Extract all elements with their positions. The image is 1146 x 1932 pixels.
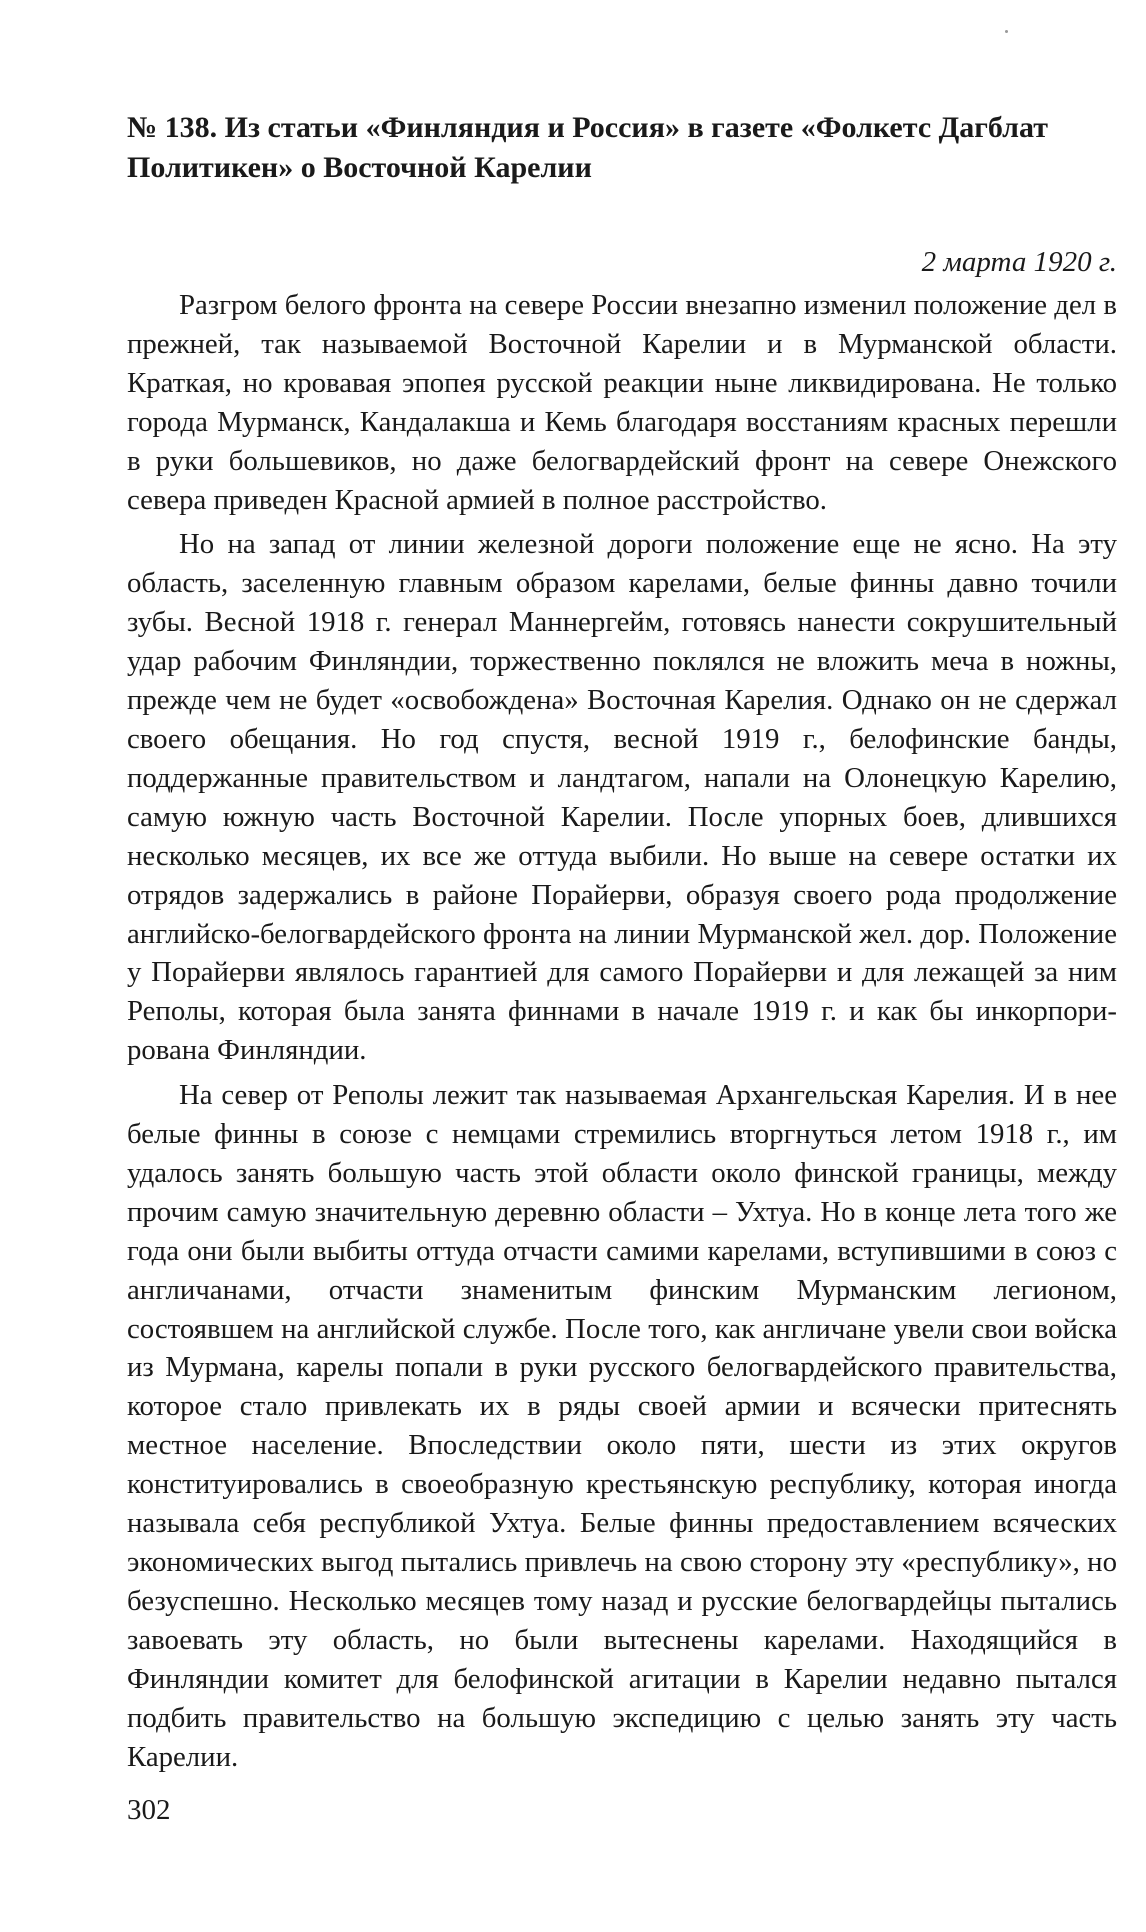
paragraph-1: Разгром белого фронта на севере России внезапно изменил положение дел в прежней, так называемой Восточной Карелии и в Мурманской области. Краткая, но кровавая эпопея русской реакции ныне ликвидирована. Не только города Мурманск, Кандалакша и Кемь благодаря восстаниям красных перешли в руки большевиков, но даже белогвардейский фронт на севере Онежского севера приведен Красной армией в полное расстройство. <box>127 289 1117 516</box>
document-page <box>127 108 1117 1782</box>
paragraph-2: Но на запад от линии железной дороги положение еще не ясно. На эту область, заселенную главным образом карелами, белые финны давно точили зубы. Весной 1918 г. генерал Маннергейм, готовясь нанести сокрушительный удар рабочим Финляндии, торжественно поклялся не вложить меча в ножны, прежде чем не будет «освобождена» Восточная Карелия. Однако он не сдержал своего обещания. Но год спустя, весной 1919 г., белофинские банды, поддержанные правительством и ландтагом, напали на Олонецкую Карелию, самую южную часть Восточной Карелии. После упорных боев, длившихся несколько месяцев, их все же оттуда выбили. Но выше на севере остатки их отрядов задержались в районе Порайерви, образуя своего рода продолжение английско-белогвардейского фронта на линии Мурманской жел. дор. Положение у Порайерви являлось гарантией для самого Порайерви и для лежащей за ним Реполы, которая была занята финнами в начале 1919 г. и как бы инкорпорирована Финляндии. <box>127 528 1117 1067</box>
page-number: 302 <box>127 1794 171 1826</box>
paragraph-3: На север от Реполы лежит так называемая Архангельская Карелия. И в нее белые финны в союзе с немцами стремились вторгнуться летом 1918 г., им удалось занять большую часть этой области около финской границы, между прочим самую значительную деревню области – Ухтуа. Но в конце лета того же года они были выбиты оттуда отчасти самими карелами, вступившими в союз с англичанами, отчасти знаменитым финским Мурманским легионом, состоявшем на английской службе. После того, как англичане увели свои войска из Мурмана, карелы попали в руки русского белогвардейского правительства, которое стало привлекать их в ряды своей армии и всячески притеснять местное население. Впоследствии около пяти, шести из этих округов конституировались в своеобразную крестьянскую республику, которая иногда называла себя республикой Ухтуа. Белые финны предоставлением всяческих экономических выгод пытались привлечь на свою сторону эту «республику», но безуспешно. Несколько месяцев тому назад и русские белогвардейцы пытались завоевать эту область, но были вытеснены карелами. Находящийся в Финляндии комитет для белофинской агитации в Карелии недавно пытался подбить правительство на большую экспедицию с целью занять эту часть Карелии. <box>127 1079 1117 1773</box>
document-body <box>127 286 1117 1776</box>
document-heading: № 138. Из статьи «Финляндия и Россия» в газете «Фолкетс Дагблат Политикен» о Восточной Карелии <box>127 111 1048 184</box>
scan-speck <box>1005 30 1008 33</box>
document-date: 2 марта 1920 г. <box>921 246 1117 278</box>
